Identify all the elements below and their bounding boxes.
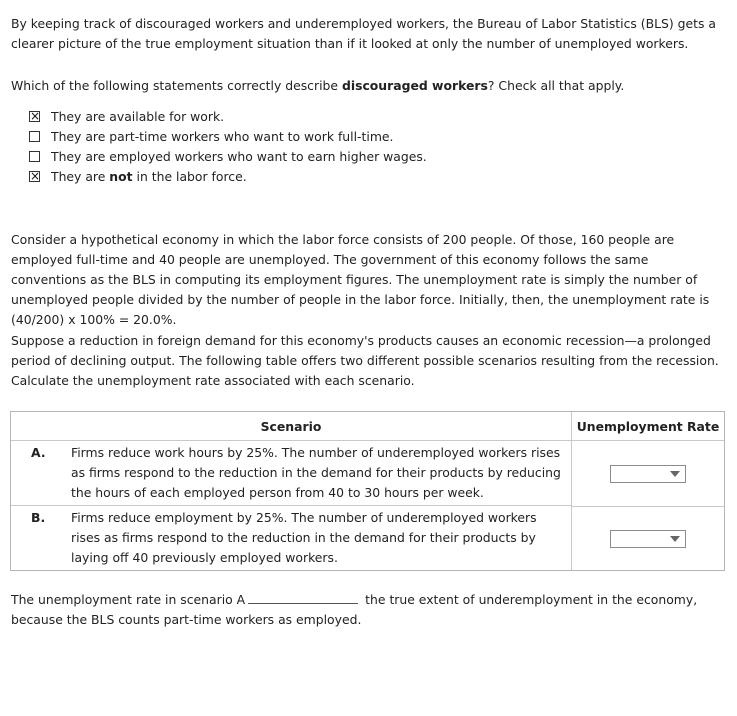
choice-label-4-after: in the labor force. xyxy=(132,168,247,184)
question-text-before: Which of the following statements correctly describe xyxy=(11,78,342,93)
question-text-after: ? Check all that apply. xyxy=(487,78,625,93)
choice-not-in-labor-force[interactable] xyxy=(29,166,427,186)
checkbox-checked-1[interactable] xyxy=(29,111,40,122)
row-description-a: Firms reduce work hours by 25%. The number of underemployed workers rises as firms respond to the reduction in the demand for their products by reducing the hours of each employed person from 40 to 30 hours per week. xyxy=(71,441,571,506)
rate-cell-b xyxy=(571,506,724,570)
header-unemployment-rate: Unemployment Rate xyxy=(571,412,724,441)
suppose-paragraph: Suppose a reduction in foreign demand for this economy's products causes an economic recession—a prolonged period of declining output. The following table offers two different possible scenarios resulting from the recession. Calculate the unemployment rate associated with each scenario. xyxy=(11,333,719,388)
choice-part-time-want-full-time[interactable] xyxy=(29,126,427,146)
choice-want-higher-wages[interactable] xyxy=(29,146,427,166)
question-prompt xyxy=(11,76,727,96)
final-text-before: The unemployment rate in scenario A xyxy=(11,592,246,607)
choice-label-2: They are part-time workers who want to work full-time. xyxy=(51,128,394,144)
row-letter-a: A. xyxy=(11,441,71,506)
question-bold-term: discouraged workers xyxy=(341,78,488,93)
rate-cell-a xyxy=(571,441,724,506)
answer-blank-dropdown[interactable] xyxy=(248,590,358,604)
choice-label-4-before: They are xyxy=(51,168,110,184)
dropdown-arrow-icon xyxy=(670,471,680,477)
row-letter-b: B. xyxy=(31,510,46,525)
row-description-b: Firms reduce employment by 25%. The number of underemployed workers rises as firms respond to the reduction in the demand for their products by laying off 40 previously employed workers. xyxy=(71,510,537,565)
dropdown-arrow-icon xyxy=(670,536,680,542)
choice-label-1: They are available for work. xyxy=(51,108,225,124)
final-text-after: the true extent of underemployment in the economy, because the BLS counts part-time workers as employed. xyxy=(11,592,698,627)
intro-paragraph: By keeping track of discouraged workers and underemployed workers, the Bureau of Labor Statistics (BLS) gets a clearer picture of the true employment situation than if it looked at only the number of unemployed workers. xyxy=(11,16,717,51)
checkbox-3[interactable] xyxy=(29,151,40,162)
hypothetical-paragraph: Consider a hypothetical economy in which the labor force consists of 200 people. Of those, 160 people are employed full-time and 40 people are unemployed. The government of this economy follows the same conventions as the BLS in computing its employment figures. The unemployment rate is simply the number of unemployed people divided by the number of people in the labor force. Initially, then, the unemployment rate is (40/200) x 100% = 20.0%. xyxy=(11,232,710,327)
final-statement xyxy=(11,590,727,630)
choice-available-for-work[interactable] xyxy=(29,106,427,126)
rate-dropdown-b[interactable] xyxy=(610,530,686,548)
table-row xyxy=(11,441,724,506)
choice-label-4 xyxy=(51,169,247,184)
table-row xyxy=(11,506,724,570)
choice-list xyxy=(29,106,427,186)
checkbox-2[interactable] xyxy=(29,131,40,142)
table-header-row xyxy=(11,412,724,441)
choice-label-3: They are employed workers who want to earn higher wages. xyxy=(51,148,427,164)
rate-dropdown-a[interactable] xyxy=(610,465,686,483)
header-scenario: Scenario xyxy=(11,412,571,441)
choice-label-4-bold: not xyxy=(109,168,133,184)
checkbox-checked-4[interactable] xyxy=(29,171,40,182)
scenario-table xyxy=(10,411,725,571)
